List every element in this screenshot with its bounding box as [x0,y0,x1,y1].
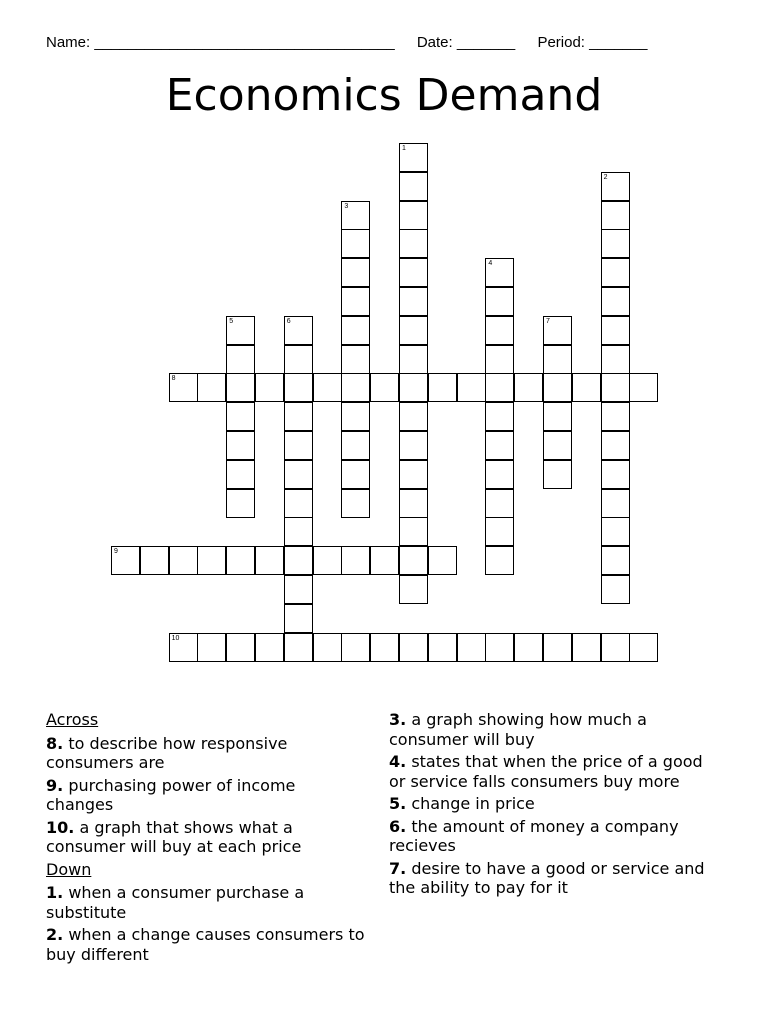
crossword-cell[interactable] [601,575,630,604]
crossword-cell[interactable] [601,201,630,230]
crossword-cell[interactable] [399,633,428,662]
crossword-cell[interactable] [543,345,572,374]
clue-number: 6. [389,816,407,836]
crossword-cell[interactable] [255,633,284,662]
crossword-cell[interactable] [399,287,428,316]
crossword-cell[interactable] [601,489,630,518]
crossword-cell[interactable] [169,373,198,402]
clue-text: a graph that shows what a consumer will buy at each price [46,817,302,856]
clue-text: purchasing power of income changes [46,775,296,814]
crossword-cell[interactable] [226,489,255,518]
clue-number: 1. [46,883,64,902]
cell-number: 2 [603,173,608,181]
crossword-cell[interactable] [485,431,514,460]
header-fields [46,34,666,51]
crossword-cell[interactable] [485,402,514,431]
crossword-cell[interactable] [197,633,226,662]
crossword-cell[interactable] [399,460,428,489]
crossword-cell[interactable] [485,460,514,489]
crossword-cell[interactable] [284,402,313,431]
crossword-cell[interactable] [601,316,630,345]
down-heading: Down [46,859,92,879]
clue-number: 3. [389,710,407,729]
crossword-cell[interactable] [284,517,313,546]
clue-text: states that when the price of a good or service falls consumers buy more [389,752,703,791]
clue-number: 9. [46,775,64,795]
crossword-cell[interactable] [543,633,572,662]
crossword-cell[interactable] [485,316,514,345]
crossword-cell[interactable] [399,172,428,201]
across-clue-8 [46,734,366,773]
clues-right-column [389,710,719,901]
crossword-cell[interactable] [284,546,313,575]
cell-number: 6 [286,317,291,325]
crossword-cell[interactable] [629,633,658,662]
crossword-cell[interactable] [399,431,428,460]
name-field[interactable]: Name: ____________________________________ [46,34,395,51]
crossword-cell[interactable] [485,489,514,518]
crossword-cell[interactable] [140,546,169,575]
crossword-cell[interactable] [370,546,399,575]
crossword-cell[interactable] [543,431,572,460]
crossword-cell[interactable] [341,460,370,489]
clue-number: 4. [389,752,407,771]
crossword-cell[interactable] [428,633,457,662]
cell-number: 9 [114,548,118,556]
crossword-cell[interactable] [284,460,313,489]
crossword-cell[interactable] [601,431,630,460]
crossword-cell[interactable] [399,546,428,575]
crossword-cell[interactable] [226,431,255,460]
crossword-cell[interactable] [284,316,313,345]
clue-number: 2. [46,925,64,944]
crossword-cell[interactable] [485,373,514,402]
crossword-cell[interactable] [341,402,370,431]
across-clue-10 [46,818,366,857]
crossword-cell[interactable] [284,575,313,604]
clue-number: 10. [46,817,75,837]
crossword-cell[interactable] [341,258,370,287]
crossword-cell[interactable] [543,316,572,345]
crossword-cell[interactable] [313,373,342,402]
cell-number: 7 [546,317,550,325]
crossword-cell[interactable] [399,575,428,604]
clues-left-column [46,710,366,967]
crossword-cell[interactable] [169,546,198,575]
crossword-cell[interactable] [601,229,630,258]
across-clue-list [46,734,366,857]
down-clue-4 [389,752,719,791]
down-clue-2 [46,925,366,964]
down-clue-list-left [46,883,366,964]
crossword-cell[interactable] [399,201,428,230]
crossword-cell[interactable] [601,517,630,546]
crossword-cell[interactable] [341,287,370,316]
across-clue-9 [46,776,366,815]
crossword-cell[interactable] [629,373,658,402]
crossword-cell[interactable] [197,373,226,402]
crossword-cell[interactable] [313,546,342,575]
crossword-cell[interactable] [284,604,313,633]
cell-number: 4 [488,260,493,268]
down-clue-5 [389,794,719,814]
clue-number: 5. [389,794,407,813]
crossword-cell[interactable] [485,633,514,662]
cell-number: 3 [344,202,349,210]
crossword-cell[interactable] [399,345,428,374]
crossword-cell[interactable] [601,172,630,201]
crossword-cell[interactable] [572,633,601,662]
crossword-cell[interactable] [457,633,486,662]
down-clue-6 [389,817,719,856]
crossword-cell[interactable] [341,345,370,374]
crossword-cell[interactable] [284,345,313,374]
crossword-cell[interactable] [485,258,514,287]
crossword-cell[interactable] [399,489,428,518]
crossword-cell[interactable] [255,373,284,402]
crossword-cell[interactable] [514,373,543,402]
crossword-cell[interactable] [226,633,255,662]
crossword-cell[interactable] [399,143,428,172]
crossword-cell[interactable] [428,373,457,402]
crossword-cell[interactable] [313,633,342,662]
crossword-cell[interactable] [284,489,313,518]
crossword-cell[interactable] [284,431,313,460]
crossword-cell[interactable] [226,460,255,489]
crossword-cell[interactable] [572,373,601,402]
crossword-cell[interactable] [399,229,428,258]
crossword-cell[interactable] [341,633,370,662]
cell-number: 1 [402,145,406,152]
crossword-cell[interactable] [341,489,370,518]
crossword-cell[interactable] [399,258,428,287]
crossword-cell[interactable] [543,402,572,431]
crossword-cell[interactable] [399,402,428,431]
crossword-cell[interactable] [370,373,399,402]
clue-text: a graph showing how much a consumer will buy [389,710,647,749]
crossword-cell[interactable] [341,201,370,230]
crossword-cell[interactable] [457,373,486,402]
down-clue-1 [46,883,366,922]
crossword-cell[interactable] [341,229,370,258]
crossword-cell[interactable] [226,402,255,431]
crossword-cell[interactable] [284,373,313,402]
crossword-cell[interactable] [226,546,255,575]
crossword-cell[interactable] [399,316,428,345]
crossword-cell[interactable] [111,546,140,575]
crossword-cell[interactable] [226,373,255,402]
crossword-cell[interactable] [601,258,630,287]
cell-number: 10 [171,634,180,642]
crossword-cell[interactable] [341,373,370,402]
date-field[interactable]: Date: _______ [416,34,516,51]
crossword-cell[interactable] [543,373,572,402]
clue-text: when a consumer purchase a substitute [46,883,305,922]
across-heading: Across [46,710,99,729]
down-clue-3 [389,710,719,749]
crossword-cell[interactable] [169,633,198,662]
crossword-cell[interactable] [399,373,428,402]
clue-text: when a change causes consumers to buy different [46,925,365,964]
crossword-cell[interactable] [197,546,226,575]
crossword-cell[interactable] [601,287,630,316]
crossword-cell[interactable] [341,316,370,345]
crossword-cell[interactable] [601,633,630,662]
clue-text: change in price [411,794,535,813]
crossword-cell[interactable] [543,460,572,489]
cell-number: 8 [171,375,176,383]
crossword-cell[interactable] [601,546,630,575]
crossword-cell[interactable] [341,546,370,575]
page-title: Economics Demand [165,70,603,121]
clue-number: 8. [46,733,64,753]
crossword-cell[interactable] [428,546,457,575]
crossword-cell[interactable] [255,546,284,575]
crossword-cell[interactable] [370,633,399,662]
crossword-cell[interactable] [601,345,630,374]
down-clue-7 [389,859,719,898]
crossword-cell[interactable] [485,546,514,575]
clue-number: 7. [389,858,407,878]
clue-text: desire to have a good or service and the ability to pay for it [389,858,705,897]
crossword-cell[interactable] [485,287,514,316]
crossword-cell[interactable] [485,345,514,374]
crossword-cell[interactable] [601,460,630,489]
period-field[interactable]: Period: _______ [537,34,648,51]
crossword-cell[interactable] [284,633,313,662]
crossword-cell[interactable] [226,316,255,345]
crossword-cell[interactable] [601,402,630,431]
clue-text: the amount of money a company recieves [389,816,679,855]
crossword-cell[interactable] [399,517,428,546]
crossword-cell[interactable] [601,373,630,402]
crossword-cell[interactable] [226,345,255,374]
crossword-cell[interactable] [514,633,543,662]
crossword-cell[interactable] [485,517,514,546]
cell-number: 5 [229,317,234,325]
clue-text: to describe how responsive consumers are [46,733,288,772]
crossword-cell[interactable] [341,431,370,460]
